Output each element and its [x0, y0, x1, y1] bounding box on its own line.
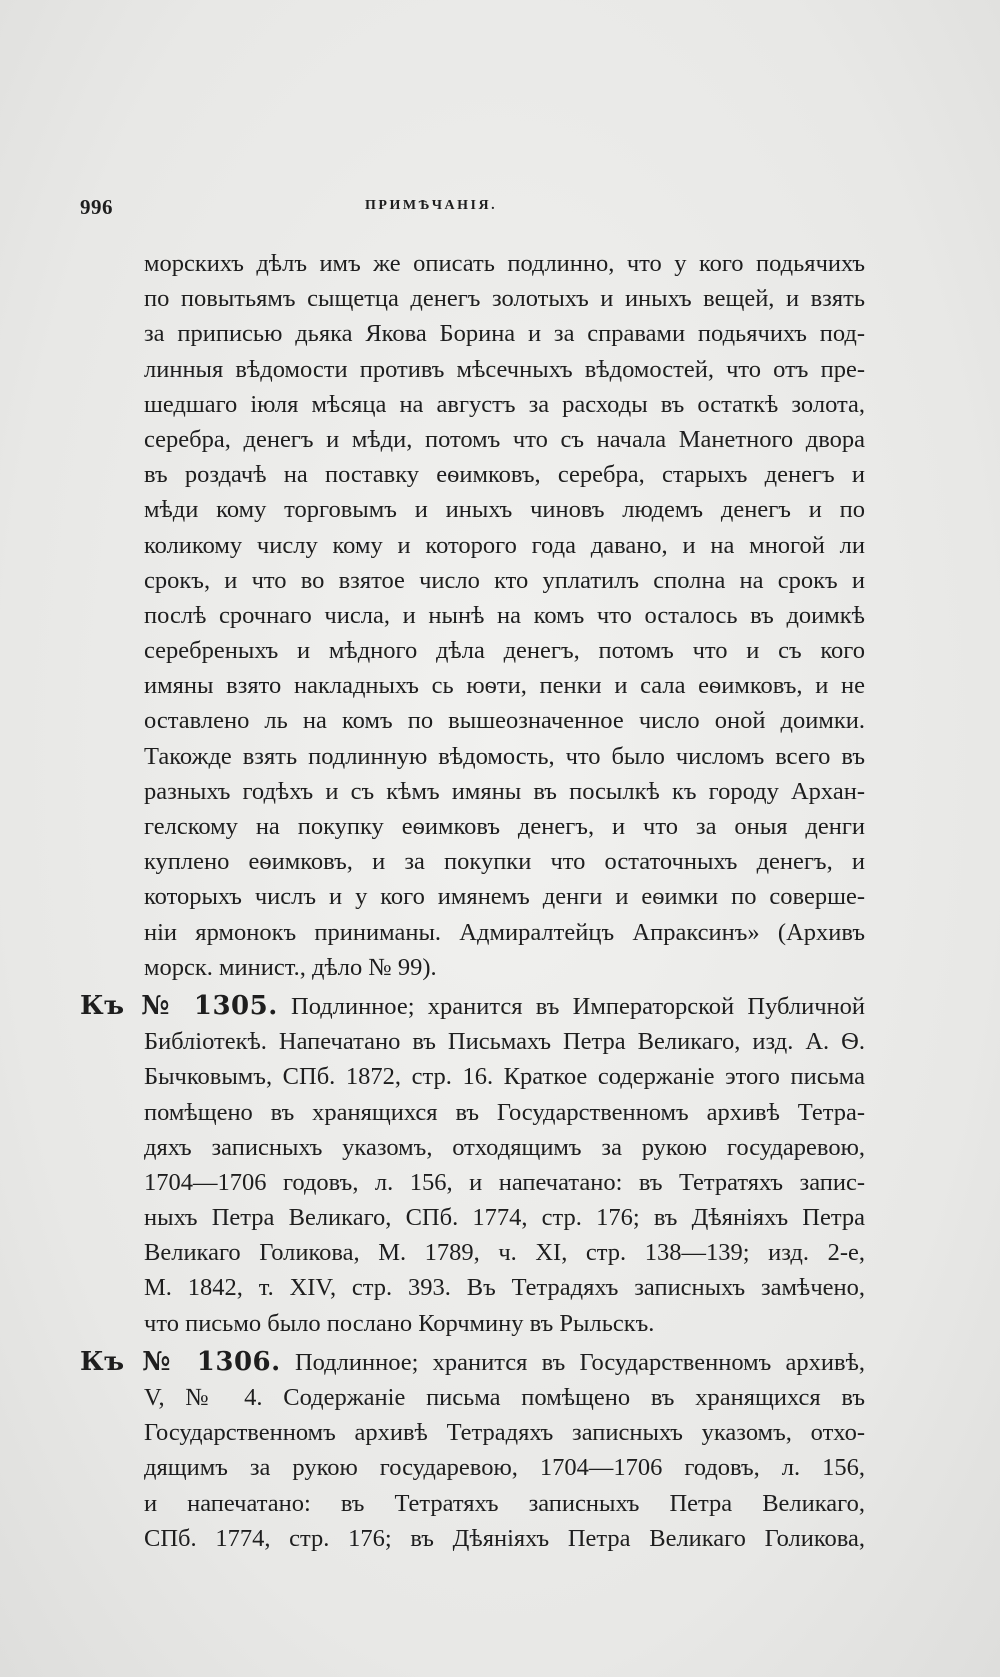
text-line: оставлено ль на комъ по вышеозначенное число оной доимки.	[144, 707, 865, 735]
note-label: Къ № 1306.	[80, 1346, 281, 1377]
text-line: ныхъ Петра Великаго, СПб. 1774, стр. 176; въ Дѣяніяхъ Петра	[144, 1204, 865, 1232]
text-line: Великаго Голикова, М. 1789, ч. XI, стр. 138—139; изд. 2-е,	[144, 1239, 865, 1267]
note-label: Къ № 1305.	[80, 990, 278, 1021]
text-line: за приписью дьяка Якова Борина и за справами подьячихъ под-	[144, 320, 865, 348]
text-line: Государственномъ архивѣ Тетрадяхъ записныхъ указомъ, отхо-	[144, 1419, 865, 1447]
text-line: морскихъ дѣлъ имъ же описать подлинно, что у кого подьячихъ	[144, 250, 865, 277]
text-line: срокъ, и что во взятое число кто уплатилъ сполна на срокъ и	[144, 566, 865, 594]
note-first-line	[80, 989, 865, 1024]
text-line: имяны взято накладныхъ сь юѳти, пенки и сала еѳимковъ, и не	[144, 672, 865, 700]
text-line: которыхъ числъ и у кого имянемъ денги и еѳимки по соверше-	[144, 883, 865, 911]
text-line: М. 1842, т. XIV, стр. 393. Въ Тетрадяхъ записныхъ замѣчено,	[144, 1274, 865, 1302]
text-line: послѣ срочнаго числа, и нынѣ на комъ что осталось въ доимкѣ	[144, 601, 865, 629]
text-line: СПб. 1774, стр. 176; въ Дѣяніяхъ Петра Великаго Голикова,	[144, 1524, 865, 1552]
text-line: Такожде взять подлинную вѣдомость, что было числомъ всего въ	[144, 742, 865, 770]
note-first-line-text: Подлинное; хранится въ Государственномъ архивѣ,	[294, 1348, 865, 1376]
text-line: Библіотекѣ. Напечатано въ Письмахъ Петра Великаго, изд. А. Ѳ.	[144, 1028, 865, 1056]
text-line: дяхъ записныхъ указомъ, отходящимъ за рукою государевою,	[144, 1133, 865, 1161]
note-first-line-text: Подлинное; хранится въ Императорской Публичной	[291, 992, 866, 1020]
text-line: V, № 4. Содержаніе письма помѣщено въ хранящихся въ	[144, 1384, 865, 1411]
page-number: 996	[80, 195, 113, 219]
continued-paragraph	[80, 246, 865, 985]
text-line: 1704—1706 годовъ, л. 156, и напечатано: въ Тетратяхъ запис-	[144, 1168, 865, 1196]
note-1306	[80, 1345, 865, 1556]
text-line: гелскому на покупку еѳимковъ денегъ, и что за оныя денги	[144, 813, 865, 840]
text-line: и напечатано: въ Тетратяхъ записныхъ Петра Великаго,	[144, 1489, 865, 1517]
text-line: ніи ярмонокъ приниманы. Адмиралтейцъ Апраксинъ» (Архивъ	[144, 918, 865, 946]
text-line: разныхъ годѣхъ и съ кѣмъ имяны въ посылкѣ къ городу Архан-	[144, 777, 865, 805]
text-line: линныя вѣдомости противъ мѣсечныхъ вѣдомостей, что отъ пре-	[144, 355, 865, 383]
text-line: Бычковымъ, СПб. 1872, стр. 16. Краткое содержаніе этого письма	[144, 1063, 865, 1091]
text-line: мѣди кому торговымъ и иныхъ чиновъ людемъ денегъ и по	[144, 496, 865, 524]
running-title: ПРИМѢЧАНІЯ.	[365, 198, 498, 213]
text-line: помѣщено въ хранящихся въ Государственномъ архивѣ Тетра-	[144, 1098, 865, 1126]
text-line: шедшаго іюля мѣсяца на августъ за расходы въ остаткѣ золота,	[144, 390, 865, 418]
body-text	[80, 246, 865, 1556]
text-line: коликому числу кому и которого года давано, и на многой ли	[144, 531, 865, 559]
text-line: въ роздачѣ на поставку еѳимковъ, серебра, старыхъ денегъ и	[144, 461, 865, 489]
note-1305	[80, 989, 865, 1341]
text-line: морск. минист., дѣло № 99).	[144, 953, 437, 981]
text-line: серебреныхъ и мѣдного дѣла денегъ, потомъ что и съ кого	[144, 637, 865, 665]
text-line: серебра, денегъ и мѣди, потомъ что съ начала Манетного двора	[144, 425, 865, 453]
text-line: куплено еѳимковъ, и за покупки что остаточныхъ денегъ, и	[144, 848, 865, 876]
running-head	[80, 195, 537, 219]
text-line: дящимъ за рукою государевою, 1704—1706 годовъ, л. 156,	[144, 1454, 865, 1482]
text-line: по повытьямъ сыщетца денегъ золотыхъ и иныхъ вещей, и взять	[144, 285, 865, 313]
note-first-line	[80, 1345, 865, 1380]
text-line: что письмо было послано Корчмину въ Рыльскъ.	[144, 1309, 655, 1337]
